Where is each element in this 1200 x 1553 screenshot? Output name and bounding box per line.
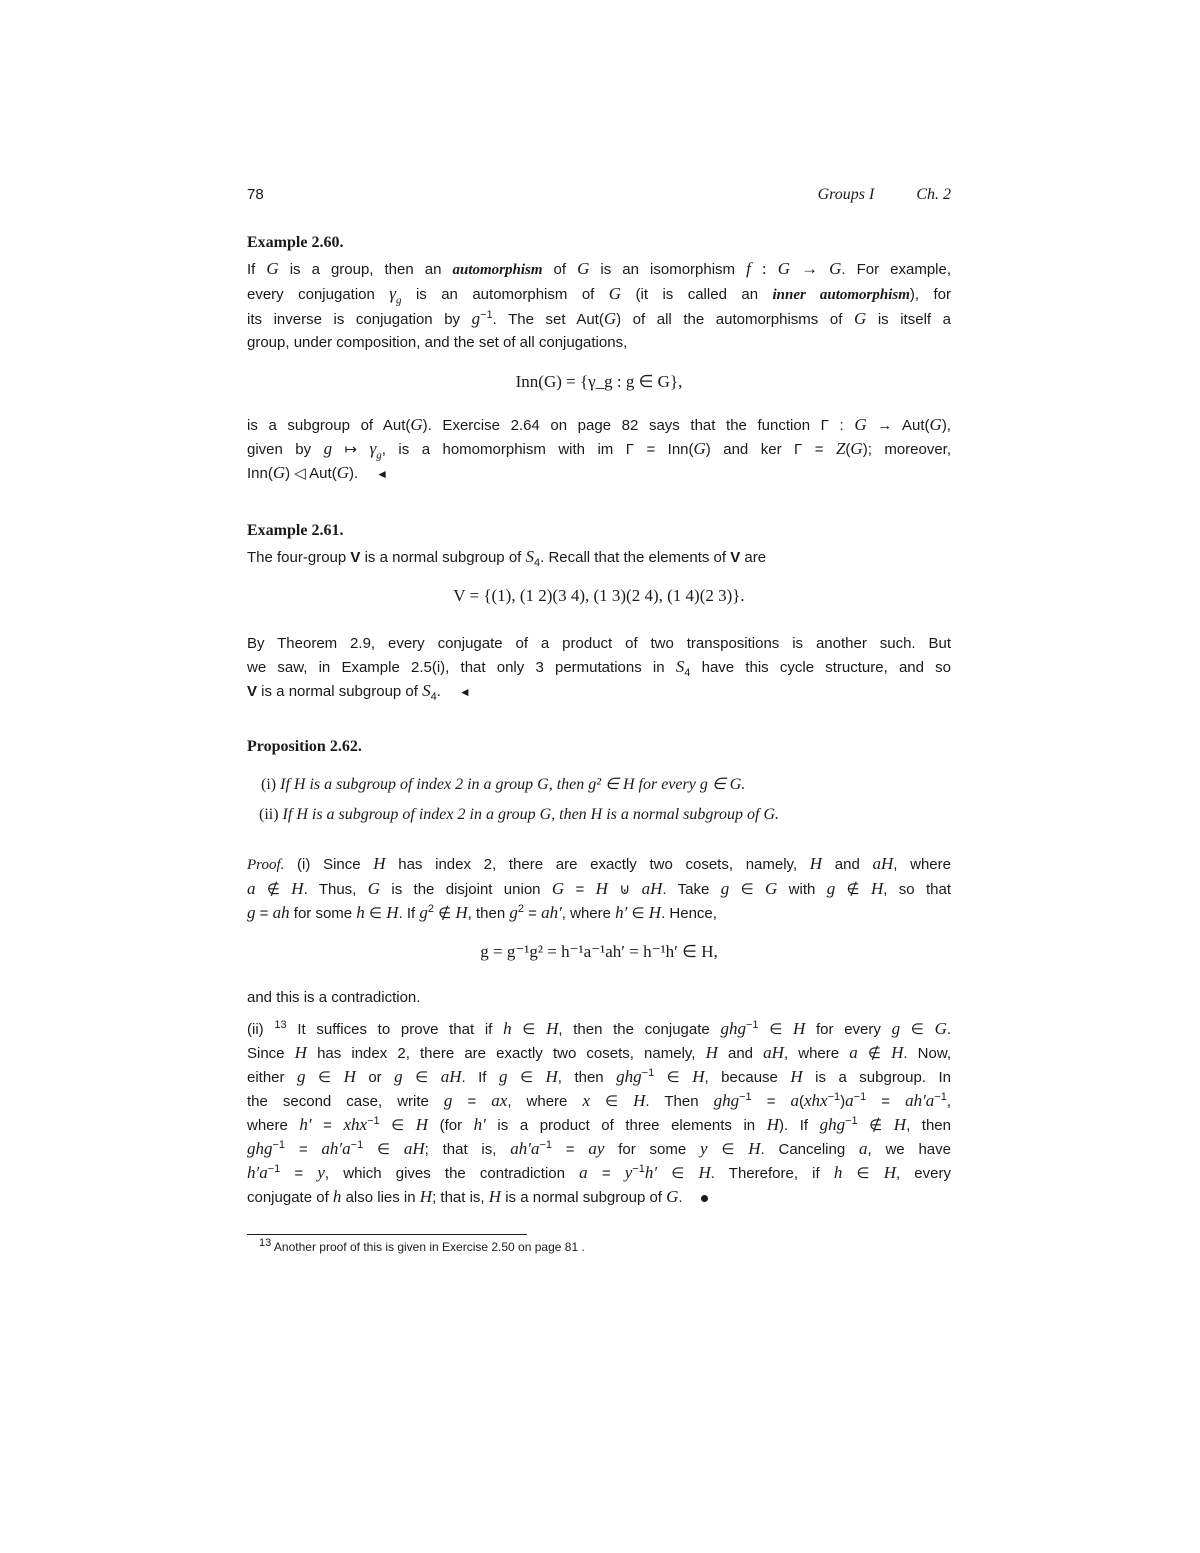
proof-after-display bbox=[247, 986, 951, 1009]
example-260-heading: Example 2.60. bbox=[247, 234, 344, 251]
proposition-item-i bbox=[261, 774, 745, 794]
proof-label: Proof. bbox=[247, 857, 285, 873]
end-of-example-icon: ◄ bbox=[458, 685, 471, 699]
proposition-262-heading: Proposition 2.62. bbox=[247, 738, 362, 755]
running-header bbox=[247, 186, 951, 208]
proof-body: Proof. (i) Since H has index 2, there are exactly two cosets, namely, H and aH, where a ∉ H. Thus, G is the disjoint union G = H ⊍ aH. Take g ∈ G with g ∉ H, so that g = ah for some h ∈ H. If $g^2$ ∉ H, then $g^2 = ah'$, where h′ ∈ H. Hence, bbox=[247, 854, 952, 922]
example-260-body-2: is a subgroup of Aut(G). Exercise 2.64 on page 82 says that the function Γ : G → Aut(G), given by g ↦ $\gamma_g$, is a homomorphism with im Γ = Inn(G) and ker Γ = Z(G); moreover, Inn(G) ◁ Aut(G). ◄ bbox=[247, 413, 951, 486]
item-text: If H is a subgroup of index 2 in a group G, then g² ∈ H for every g ∈ G. bbox=[280, 776, 746, 793]
running-title bbox=[818, 186, 951, 204]
footnote bbox=[259, 1237, 585, 1254]
running-title-text: Groups I bbox=[817, 186, 875, 203]
footnote-marker: 13 bbox=[274, 1019, 287, 1031]
document-page bbox=[247, 0, 951, 1553]
proof-after-display-text: and this is a contradiction. bbox=[247, 989, 421, 1006]
footnote-rule bbox=[247, 1234, 527, 1235]
example-260-body: If G is a group, then an automorphism of G is an isomorphism f : G → G. For example, every conjugation $\gamma_g$ is an automorphism of G (it is called an inner automorphism), for its inverse is conjugation by $g^{-1}$. The set Aut(G) of all the automorphisms of G is itself a group, under composition, and the set of all conjugations, bbox=[247, 259, 951, 351]
proof-part-ii: (ii) $^{13}$ It suffices to prove that if h ∈ H, then the conjugate ghg$^{-1}$ ∈ H for every g ∈ G. Since H has index 2, there are exactly two cosets, namely, H and aH, where a ∉ H. Now, either g ∈ H or g ∈ aH. If g ∈ H, then ghg$^{-1}$ ∈ H, because H is a subgroup. In the second case, write g = ax, where x ∈ H. Then $ghg^{-1} = a(xhx^{-1})a^{-1} = ah'a^{-1}$, where h′ = xhx$^{-1}$ ∈ H (for h′ is a product of three elements in H). If ghg$^{-1}$ ∉ H, then $ghg^{-1} = ah'a^{-1}$ ∈ aH; that is, $ah'a^{-1}$ = ay for some y ∈ H. Canceling a, we have $h'a^{-1} = y$, which gives the contradiction $a = y^{-1}h'$ ∈ H. Therefore, if h ∈ H, every conjugate of h also lies in H; that is, H is a normal subgroup of G. bbox=[247, 1019, 952, 1206]
footnote-number: 13 bbox=[259, 1237, 272, 1249]
proposition-item-ii bbox=[259, 806, 779, 824]
item-text: If H is a subgroup of index 2 in a group G, then H is a normal subgroup of G. bbox=[282, 806, 779, 823]
example-261-body-2: By Theorem 2.9, every conjugate of a product of two transpositions is another such. But we saw, in Example 2.5(i), that only 3 permutations in $S_4$ have this cycle structure, and so V is a normal subgroup of $S_4$. ◄ bbox=[247, 635, 952, 703]
footnote-text: Another proof of this is given in Exercise 2.50 on page 81 . bbox=[273, 1240, 585, 1254]
end-of-proof-icon bbox=[701, 1195, 708, 1202]
example-261-body: The four-group V is a normal subgroup of $S_4$. Recall that the elements of V are bbox=[247, 547, 767, 569]
item-label: (ii) bbox=[259, 806, 279, 823]
item-label: (i) bbox=[261, 776, 277, 793]
chapter-label: Ch. 2 bbox=[916, 186, 951, 203]
example-261-display: V = {(1), (1 2)(3 4), (1 3)(2 4), (1 4)(2 3)}. bbox=[453, 586, 745, 605]
page-number: 78 bbox=[247, 186, 264, 203]
example-261-heading: Example 2.61. bbox=[247, 522, 344, 539]
end-of-example-icon: ◄ bbox=[376, 467, 389, 481]
example-260-display: Inn(G) = {γ_g : g ∈ G}, bbox=[515, 372, 683, 391]
proof-display: g = g⁻¹g² = h⁻¹a⁻¹ah′ = h⁻¹h′ ∈ H, bbox=[480, 942, 718, 961]
